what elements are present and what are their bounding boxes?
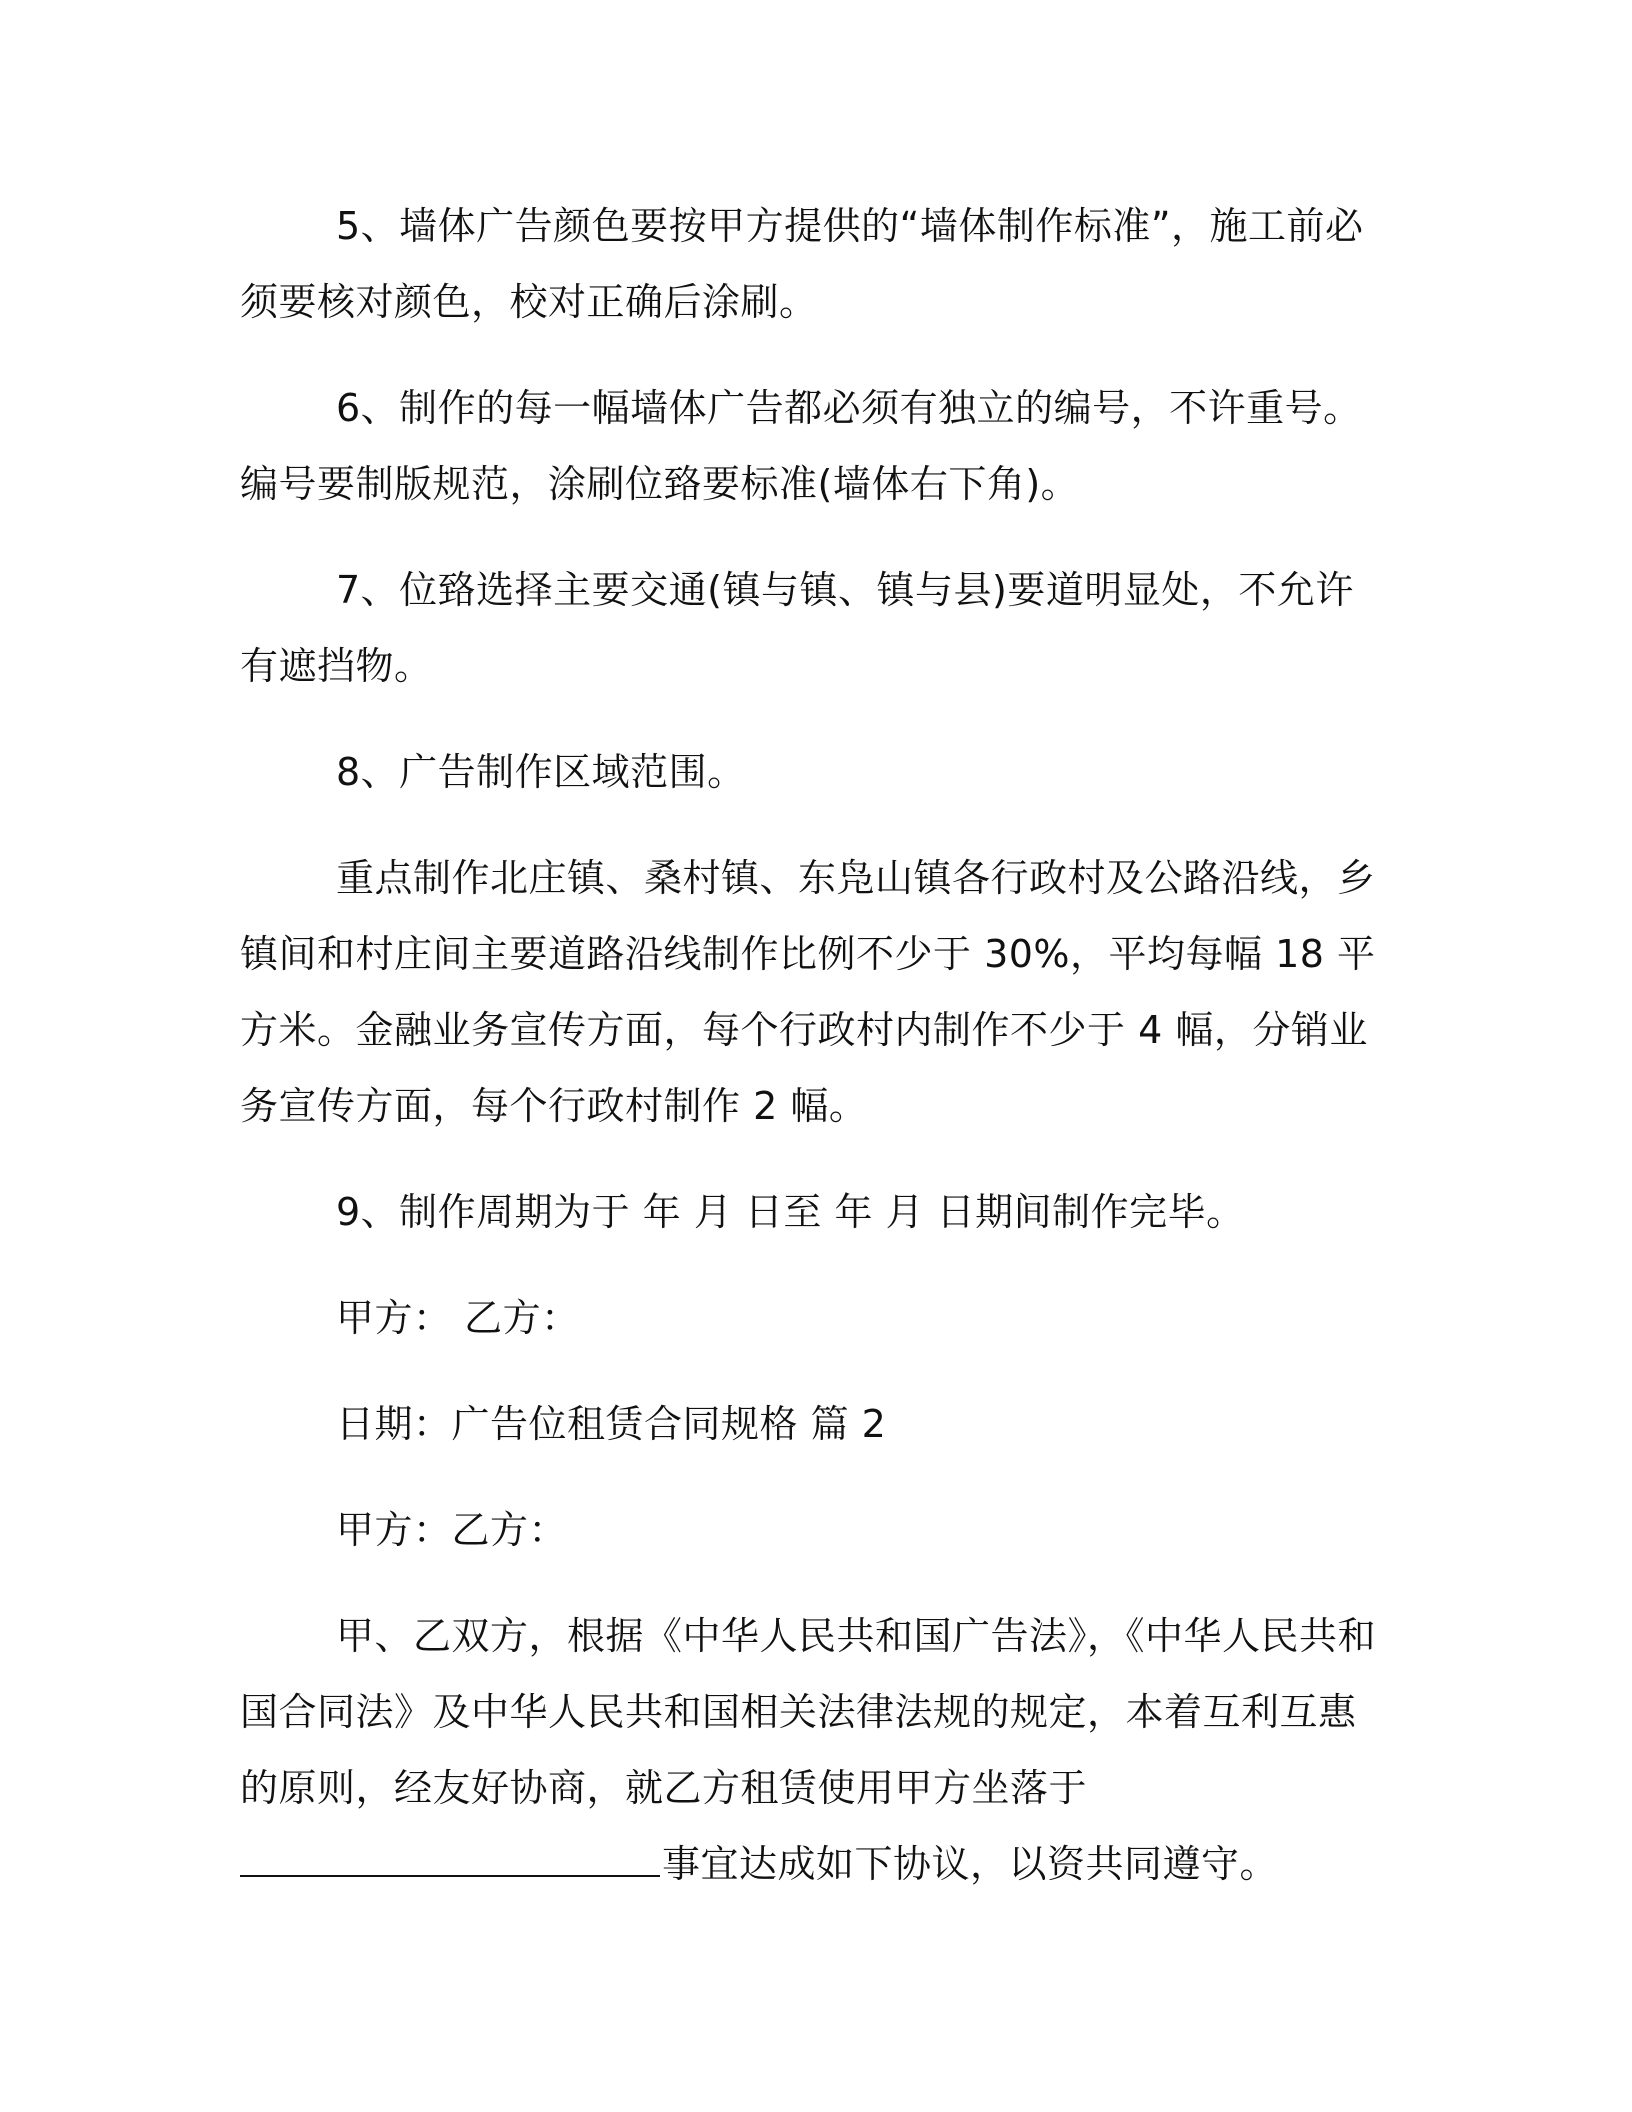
- paragraph-date-heading: 日期：广告位租赁合同规格 篇 2: [336, 1402, 887, 1446]
- agreement-end-text: 事宜达成如下协议，以资共同遵守。: [662, 1842, 1279, 1886]
- paragraph-item-8: 8、广告制作区域范围。: [336, 750, 746, 794]
- paragraph-item-5: 5、墙体广告颜色要按甲方提供的“墙体制作标准”，施工前必须要核对颜色，校对正确后涂刷。: [240, 204, 1364, 324]
- paragraph-item-6: 6、制作的每一幅墙体广告都必须有独立的编号，不许重号。编号要制版规范，涂刷位臵要标准(墙体右下角)。: [240, 386, 1362, 506]
- document-body: [240, 188, 1380, 1902]
- paragraph-item-9: 9、制作周期为于 年 月 日至 年 月 日期间制作完毕。: [336, 1190, 1245, 1234]
- paragraph-production-area: 重点制作北庄镇、桑村镇、东凫山镇各行政村及公路沿线，乡镇间和村庄间主要道路沿线制作比例不少于 30%，平均每幅 18 平方米。金融业务宣传方面，每个行政村内制作不少于 4 幅，分销业务宣传方面，每个行政村制作 2 幅。: [240, 856, 1376, 1128]
- paragraph-agreement-end: [240, 1826, 1380, 1902]
- paragraph-item-7: 7、位臵选择主要交通(镇与镇、镇与县)要道明显处，不允许有遮挡物。: [240, 568, 1354, 688]
- paragraph-parties-2: 甲方：乙方：: [336, 1508, 568, 1552]
- blank-fill-line: [240, 1841, 660, 1877]
- paragraph-parties-1: 甲方： 乙方：: [336, 1296, 580, 1340]
- paragraph-agreement-intro: 甲、乙双方，根据《中华人民共和国广告法》，《中华人民共和国合同法》及中华人民共和国相关法律法规的规定，本着互利互惠的原则，经友好协商，就乙方租赁使用甲方坐落于: [240, 1614, 1377, 1810]
